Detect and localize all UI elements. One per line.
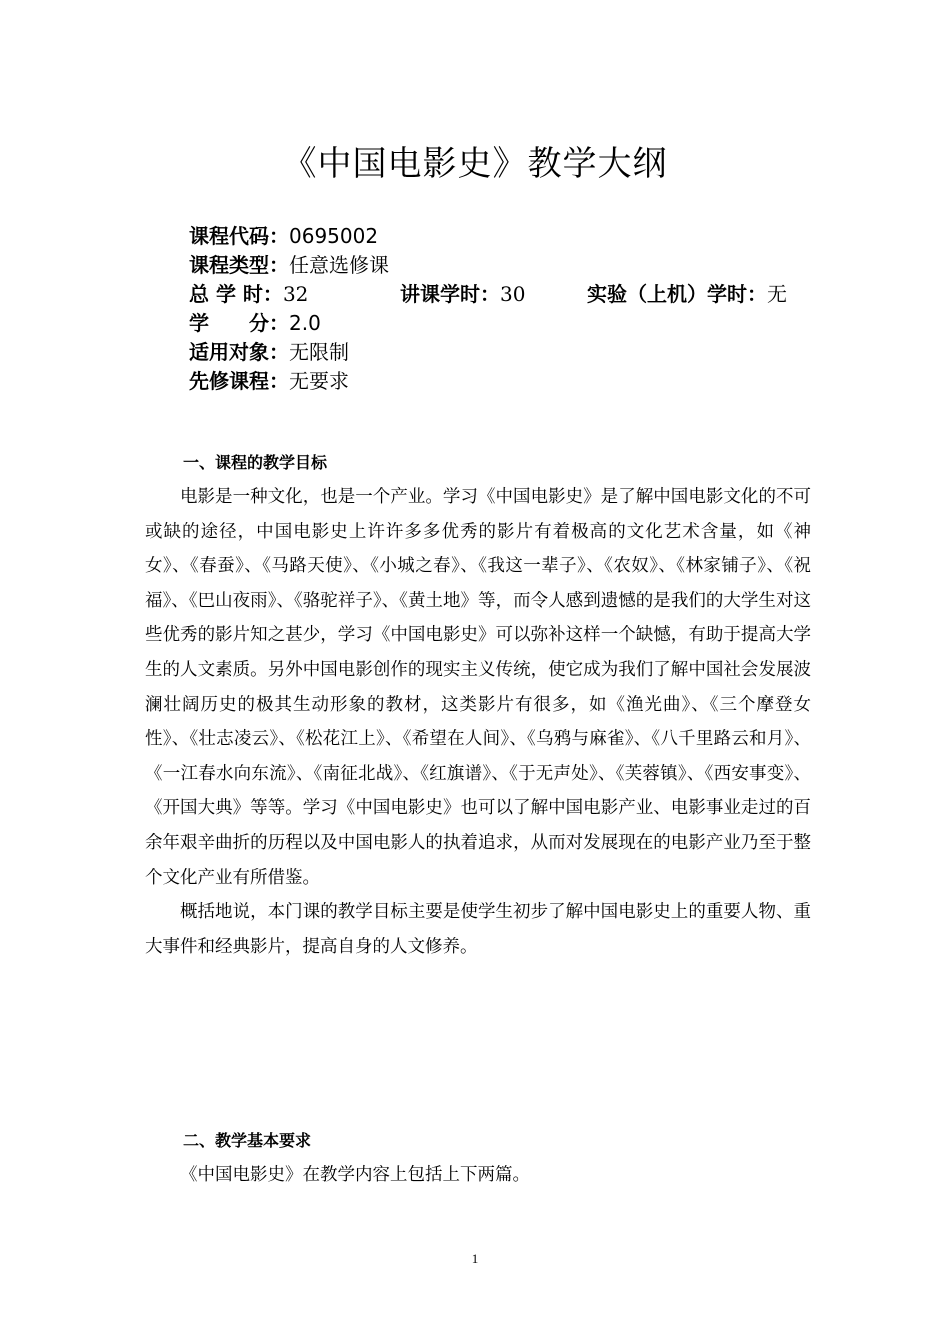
- course-type-label: 课程类型：: [189, 253, 289, 277]
- meta-row-audience: [189, 338, 829, 367]
- audience-label: 适用对象：: [189, 340, 289, 364]
- section-2-body: [145, 1158, 811, 1193]
- total-hours-value: 32: [282, 282, 309, 306]
- course-meta: [189, 222, 829, 396]
- lab-hours-value: 无: [767, 282, 787, 306]
- prerequisite-value: 无要求: [289, 369, 349, 393]
- section-1-paragraph-1: 电影是一种文化，也是一个产业。学习《中国电影史》是了解中国电影文化的不可或缺的途径，中国电影史上许许多多优秀的影片有着极高的文化艺术含量，如《神女》、《春蚕》、《马路天使》、《小城之春》、《我这一辈子》、《农奴》、《林家铺子》、《祝福》、《巴山夜雨》、《骆驼祥子》、《黄土地》等，而令人感到遗憾的是我们的大学生对这些优秀的影片知之甚少，学习《中国电影史》可以弥补这样一个缺憾，有助于提高大学生的人文素质。另外中国电影创作的现实主义传统，使它成为我们了解中国社会发展波澜壮阔历史的极其生动形象的教材，这类影片有很多，如《渔光曲》、《三个摩登女性》、《壮志凌云》、《松花江上》、《希望在人间》、《乌鸦与麻雀》、《八千里路云和月》、《一江春水向东流》、《南征北战》、《红旗谱》、《于无声处》、《芙蓉镇》、《西安事变》、《开国大典》等等。学习《中国电影史》也可以了解中国电影产业、电影事业走过的百余年艰辛曲折的历程以及中国电影人的执着追求，从而对发展现在的电影产业乃至于整个文化产业有所借鉴。: [145, 487, 811, 888]
- credits-label: 学 分：: [189, 311, 289, 335]
- lecture-hours: [400, 280, 525, 309]
- course-code-label: 课程代码：: [189, 224, 289, 248]
- lab-hours-label: 实验（上机）学时：: [587, 282, 767, 306]
- section-1-paragraph-2: 概括地说，本门课的教学目标主要是使学生初步了解中国电影史上的重要人物、重大事件和经典影片，提高自身的人文修养。: [145, 902, 811, 957]
- meta-row-course-type: [189, 251, 829, 280]
- meta-row-credits: [189, 309, 829, 338]
- meta-row-prerequisite: [189, 367, 829, 396]
- lecture-hours-label: 讲课学时：: [400, 282, 500, 306]
- section-2-heading: 二、教学基本要求: [183, 1131, 312, 1150]
- section-1-heading: 一、课程的教学目标: [183, 453, 328, 472]
- lab-hours: [587, 280, 787, 309]
- meta-row-hours: [189, 280, 829, 309]
- total-hours: [189, 280, 308, 309]
- lecture-hours-value: 30: [500, 282, 526, 306]
- prerequisite-label: 先修课程：: [189, 369, 289, 393]
- section-2-paragraph-1: 《中国电影史》在教学内容上包括上下两篇。: [180, 1165, 530, 1185]
- document-title: 《中国电影史》教学大纲: [282, 144, 668, 184]
- total-hours-label: 总 学 时：: [189, 282, 283, 306]
- section-1-body: [145, 480, 811, 964]
- course-code-value: 0695002: [289, 224, 379, 248]
- meta-row-course-code: [189, 222, 829, 251]
- course-type-value: 任意选修课: [289, 253, 389, 277]
- credits-value: 2.0: [289, 311, 321, 335]
- page-number: 1: [471, 1251, 479, 1266]
- audience-value: 无限制: [289, 340, 349, 364]
